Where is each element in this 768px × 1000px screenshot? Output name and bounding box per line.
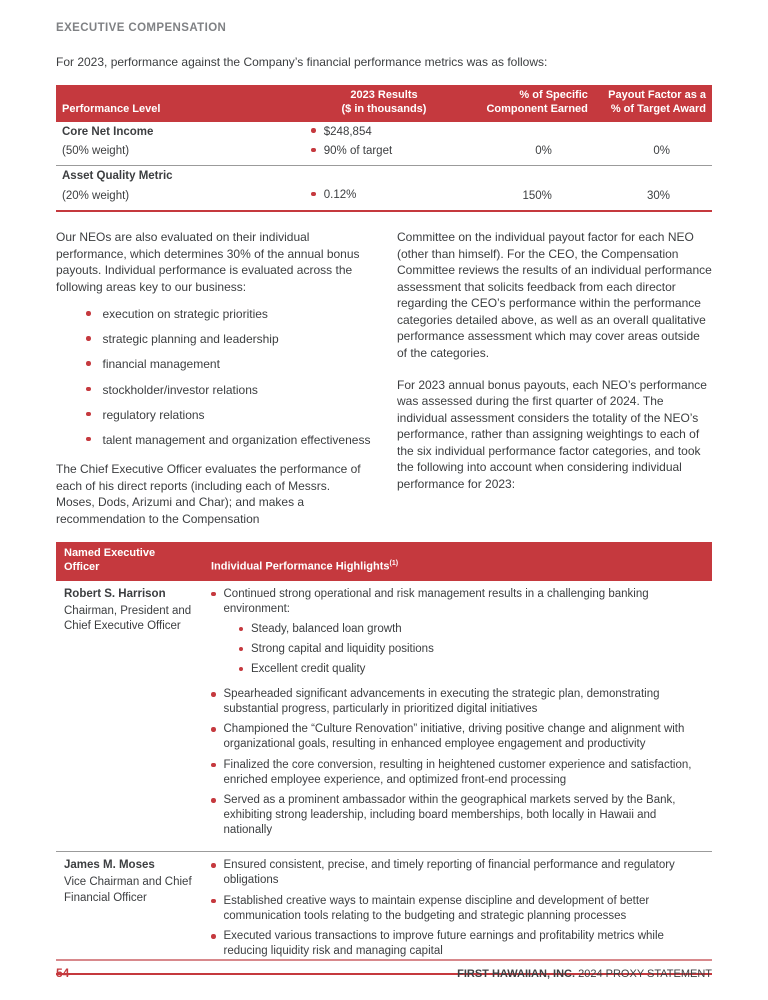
highlights-header	[203, 542, 712, 581]
sub-bullet	[239, 662, 705, 677]
page-number: 54	[56, 966, 70, 980]
component-earned-header	[463, 85, 594, 122]
component-earned-value: 150%	[463, 166, 594, 211]
bullet-icon	[86, 311, 91, 316]
paragraph: For 2023 annual bonus payouts, each NEO’s performance was assessed during the first quarter of 2024. The individual assessment considers the totality of the NEO’s performance, rather than assigning weightings to each of the six individual performance factor categories, and took the following into account when considering individual performance for 2023:	[397, 377, 707, 491]
sub-bullet-list	[239, 622, 705, 677]
highlight-bullet	[211, 722, 704, 752]
result-value: 0.12%	[323, 189, 357, 202]
highlight-bullet	[211, 758, 704, 788]
level-weight: (50% weight)	[62, 145, 130, 158]
named-executive-officer-header	[56, 542, 203, 581]
results-header	[305, 85, 462, 122]
sub-bullet-label: Strong capital and liquidity positions	[251, 642, 434, 655]
sub-bullet	[239, 642, 705, 657]
sub-bullet	[239, 622, 705, 637]
officer-title: Vice Chairman and Chief Financial Officer	[64, 876, 192, 904]
result-value: 90% of target	[323, 145, 393, 158]
level-name: Core Net Income	[62, 125, 154, 138]
payout-header-line1: Payout Factor as a	[608, 89, 706, 102]
bullet-icon	[239, 667, 244, 672]
section-title: EXECUTIVE COMPENSATION	[56, 22, 227, 34]
paragraph: The Chief Executive Officer evaluates the performance of each of his direct reports (including each of Messrs. Moses, Dods, Arizumi and Char); and makes a recommendation to the Compensation	[56, 462, 361, 526]
bullet-icon	[239, 627, 244, 632]
bullet-icon	[211, 592, 216, 597]
bullet-label: regulatory relations	[102, 407, 205, 422]
bullet-icon	[211, 863, 216, 868]
result-item	[311, 125, 456, 139]
highlights-table	[56, 542, 712, 974]
highlight-label: Finalized the core conversion, resulting in heightened customer experience and satisfaction, enriched employee experience, and optimized front-end processing	[223, 758, 692, 786]
footer	[56, 959, 712, 980]
highlights-cell	[203, 581, 712, 852]
officer-name: Robert S. Harrison	[64, 587, 166, 600]
payout-factor-value: 30%	[594, 166, 712, 211]
metrics-row-asset-quality	[56, 166, 712, 211]
result-value: $248,854	[323, 125, 372, 138]
sub-bullet-label: Excellent credit quality	[251, 662, 366, 675]
bullet-icon	[211, 934, 216, 939]
bullet-label: financial management	[102, 357, 220, 372]
highlight-label: Championed the “Culture Renovation” initiative, driving positive change and alignment with organizational goals, resulting in enhanced employee engagement and productivity	[223, 723, 685, 751]
bullet-item	[56, 306, 371, 323]
left-column	[56, 229, 371, 527]
bullet-icon	[211, 727, 216, 732]
payout-header-line2: % of Target Award	[610, 102, 706, 115]
highlight-label: Established creative ways to maintain expense discipline and development of better communication tools relating to the budgeting and strategic planning processes	[223, 894, 650, 922]
officer-name: James M. Moses	[64, 859, 155, 872]
bullet-icon	[311, 148, 316, 153]
result-item	[311, 144, 456, 158]
bullet-icon	[211, 798, 216, 803]
performance-level-cell	[56, 122, 305, 166]
bullet-icon	[211, 763, 216, 768]
performance-level-header	[56, 85, 305, 122]
performance-level-header-label: Performance Level	[62, 102, 161, 115]
highlight-bullet	[211, 858, 704, 888]
highlight-bullet	[211, 587, 704, 682]
highlight-label: Spearheaded significant advancements in executing the strategic plan, demonstrating substantial progress, particularly in prioritized digital initiatives	[223, 688, 660, 715]
highlights-row-moses	[56, 852, 712, 974]
payout-factor-value: 0%	[653, 145, 670, 158]
bullet-icon	[86, 412, 91, 417]
bullet-icon	[86, 387, 91, 392]
bullet-label: talent management and organization effectiveness	[102, 432, 371, 447]
bullet-icon	[211, 692, 216, 697]
bullet-item	[56, 432, 371, 449]
company-name: FIRST HAWAIIAN, INC.	[457, 968, 576, 980]
officer-cell	[56, 581, 203, 852]
statement-label: 2024 PROXY STATEMENT	[578, 968, 712, 980]
intro-paragraph: For 2023, performance against the Company’s financial performance metrics was as follows:	[56, 55, 548, 69]
highlights-header-label: Individual Performance Highlights	[211, 561, 390, 574]
bullet-icon	[239, 647, 244, 652]
highlights-row-harrison	[56, 581, 712, 852]
right-column	[397, 229, 712, 527]
bullet-icon	[86, 336, 91, 341]
results-cell	[305, 166, 462, 211]
component-earned-value: 0%	[535, 145, 552, 158]
bullet-icon	[86, 437, 91, 442]
bullet-icon	[311, 192, 316, 197]
officer-header-line2: Officer	[64, 561, 100, 574]
highlight-label: Continued strong operational and risk management results in a challenging banking environment:	[223, 587, 649, 615]
results-header-line2: ($ in thousands)	[341, 102, 427, 115]
highlights-cell	[203, 852, 712, 974]
highlights-header-row	[56, 542, 712, 581]
bullet-label: stockholder/investor relations	[102, 382, 258, 397]
highlight-bullet	[211, 793, 704, 838]
paragraph: Committee on the individual payout factor for each NEO (other than himself). For the CEO, the Compensation Committee reviews the results of an individual performance assessment that solicits feedback from each director regarding the CEO’s performance within the performance categories detailed above, as well as an overall qualitative performance assessment which may cover areas outside of the categories.	[397, 230, 712, 361]
bullet-label: strategic planning and leadership	[102, 332, 279, 347]
paragraph: Our NEOs are also evaluated on their individual performance, which determines 30% of the annual bonus payouts. Individual performance is evaluated across the following areas key to our business:	[56, 230, 360, 294]
metrics-row-core-net-income	[56, 122, 712, 166]
payout-factor-header	[594, 85, 712, 122]
performance-level-cell	[56, 166, 305, 211]
bullet-item	[56, 356, 371, 373]
component-header-line2: Component Earned	[486, 102, 588, 115]
level-weight: (20% weight)	[62, 189, 130, 202]
bullet-label: execution on strategic priorities	[102, 307, 268, 322]
highlight-text	[224, 587, 705, 682]
level-name: Asset Quality Metric	[62, 170, 173, 183]
bullet-item	[56, 382, 371, 399]
bullet-item	[56, 331, 371, 348]
component-header-line1: % of Specific	[519, 89, 588, 102]
bullet-list	[56, 306, 371, 448]
result-item	[311, 188, 456, 202]
results-header-line1: 2023 Results	[350, 89, 418, 102]
bullet-icon	[86, 361, 91, 366]
highlight-label: Executed various transactions to improve future earnings and profitability metrics while reducing liquidity risk and managing capital	[223, 930, 664, 958]
highlight-bullet	[211, 929, 704, 959]
highlight-label: Served as a prominent ambassador within the geographical markets served by the Bank, exhibiting strong leadership, including board memberships, both locally in Hawaii and nationally	[223, 794, 676, 837]
footer-title	[457, 968, 712, 980]
highlight-bullet	[211, 687, 704, 717]
highlight-label: Ensured consistent, precise, and timely reporting of financial performance and regulatory obligations	[223, 859, 675, 887]
officer-header-line1: Named Executive	[64, 547, 156, 560]
officer-title: Chairman, President and Chief Executive Officer	[64, 604, 192, 633]
bullet-item	[56, 407, 371, 424]
metrics-table	[56, 85, 712, 212]
metrics-header-row	[56, 85, 712, 122]
highlight-bullet	[211, 894, 704, 924]
officer-cell	[56, 852, 203, 974]
results-cell	[305, 122, 462, 166]
bullet-icon	[211, 899, 216, 904]
bullet-icon	[311, 128, 316, 133]
footer-rule	[56, 959, 712, 961]
footnote-ref: (1)	[389, 560, 399, 568]
body-columns	[56, 229, 712, 527]
sub-bullet-label: Steady, balanced loan growth	[251, 622, 402, 635]
